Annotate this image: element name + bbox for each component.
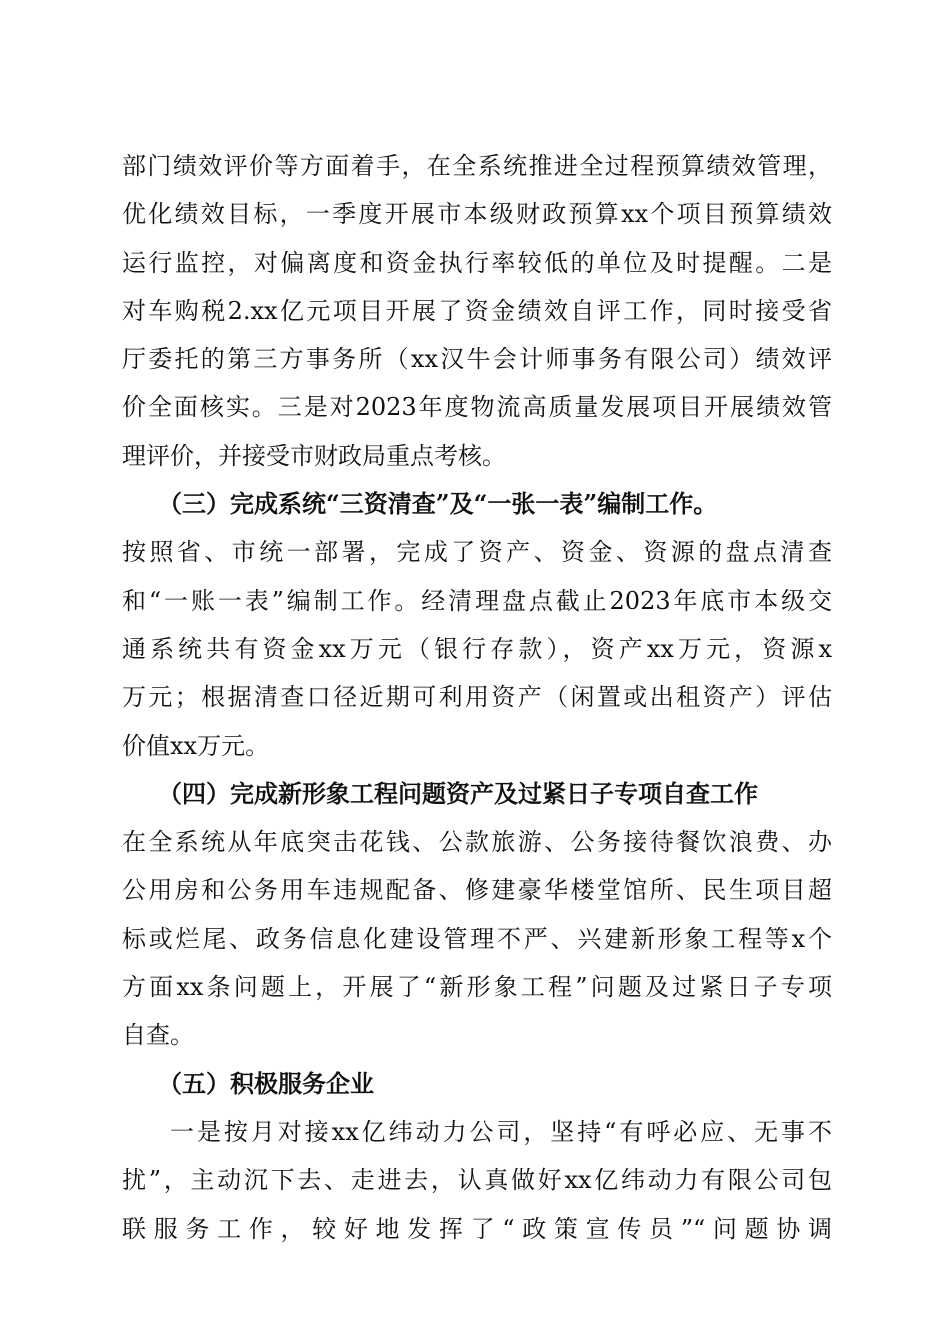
paragraph-line: 厅委托的第三方事务所（xx汉牛会计师事务有限公司）绩效评 [122,345,832,374]
paragraph-line: 优化绩效目标，一季度开展市本级财政预算xx个项目预算绩效 [122,200,832,229]
paragraph-line: 部门绩效评价等方面着手，在全系统推进全过程预算绩效管理， [122,152,832,180]
paragraph-line: 扰”，主动沉下去、走进去，认真做好xx亿纬动力有限公司包 [122,1166,832,1195]
paragraph-line: 在全系统从年底突击花钱、公款旅游、公务接待餐饮浪费、办 [122,828,832,857]
paragraph-line: 价全面核实。三是对2023年度物流高质量发展项目开展绩效管 [122,393,832,422]
section-heading-5: （五）积极服务企业 [158,1068,374,1098]
paragraph-line: 一是按月对接xx亿纬动力公司，坚持“有呼必应、无事不 [170,1117,832,1146]
paragraph-line: 按照省、市统一部署，完成了资产、资金、资源的盘点清查 [122,538,832,567]
paragraph-line: 方面xx条问题上，开展了“新形象工程”问题及过紧日子专项 [122,973,832,1002]
paragraph-line: 运行监控，对偏离度和资金执行率较低的单位及时提醒。二是 [122,248,832,277]
paragraph-line: 通系统共有资金xx万元（银行存款），资产xx万元，资源x [122,634,832,663]
paragraph-line: 公用房和公务用车违规配备、修建豪华楼堂馆所、民生项目超 [122,876,832,905]
document-body [122,142,832,1253]
paragraph-line: 联服务工作，较好地发挥了“政策宣传员”“问题协调 [122,1214,832,1243]
section-heading-4: （四）完成新形象工程问题资产及过紧日子专项自查工作 [158,778,758,808]
paragraph-line: 对车购税2.xx亿元项目开展了资金绩效自评工作，同时接受省 [122,296,832,325]
paragraph-line: 理评价，并接受市财政局重点考核。 [122,441,506,470]
paragraph-line: 价值xx万元。 [122,731,270,760]
paragraph-line: 万元；根据清查口径近期可利用资产（闲置或出租资产）评估 [122,683,832,712]
paragraph-line: 标或烂尾、政务信息化建设管理不严、兴建新形象工程等x个 [122,924,832,953]
paragraph-line: 自查。 [122,1021,194,1050]
section-heading-3: （三）完成系统“三资清查”及“一张一表”编制工作。 [158,489,718,519]
paragraph-line: 和“一账一表”编制工作。经清理盘点截止2023年底市本级交 [122,586,832,615]
